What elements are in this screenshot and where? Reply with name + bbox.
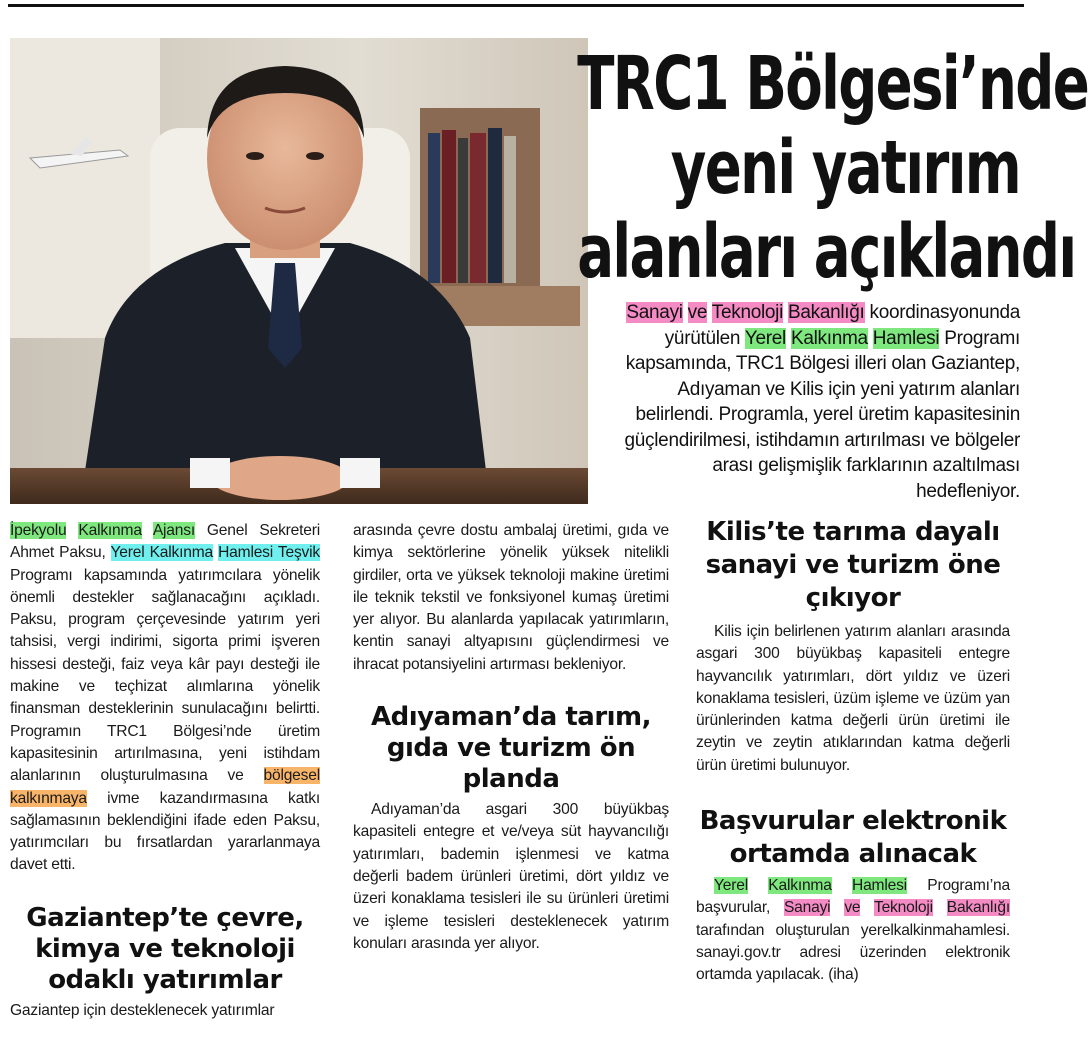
highlight-word: Kalkınma	[78, 522, 142, 539]
headline-line-2: yeni yatırım	[670, 125, 1020, 211]
highlight-word: Yerel	[714, 877, 748, 895]
lead-text: Programı kapsamında, TRC1 Bölgesi illeri olan Gaziantep, Adıyaman ve Kilis için yeni yatırım alanları belirlendi. Programla, yerel üretim kapasitesinin güçlendirilmesi, istihdamın artırılması ve bölgeler arası gelişmişlik farklarının azaltılması hedefleniyor.	[624, 327, 1020, 502]
column-2-body-2: Adıyaman’da asgari 300 büyükbaş kapasiteli entegre et ve/veya süt hayvancılığı yatırımları, bademin işlenmesi ve katma değerli badem ürünleri üretimi, dört yıldız ve üzeri konaklama tesisleri ile su ürünleri üretimi ve işleme tesisleri desteklenecek yatırım konuları arasında yer alıyor.	[353, 801, 669, 952]
highlight-word: Bakanlığı	[788, 302, 865, 323]
lead-paragraph	[612, 300, 1020, 504]
headline-line-3: alanları açıklandı	[577, 209, 1076, 295]
highlight-word: kalkınmaya	[10, 789, 87, 807]
body-text: Programı’na başvurular,	[696, 877, 1010, 917]
column-1-body	[10, 520, 320, 877]
highlight-word: Sanayi	[783, 899, 831, 917]
highlight-word: Yerel	[744, 327, 786, 349]
highlight-word: Hamlesi	[872, 327, 940, 349]
subheading-basvurular: Başvurular elektronik ortamda alınacak	[699, 806, 1007, 870]
highlight-word: ve	[844, 899, 861, 917]
column-3-body: Kilis için belirlenen yatırım alanları arasında asgari 300 büyükbaş kapasiteli entegre hayvancılık yatırımları, dört yıldız ve üzeri konaklama tesisleri, üzüm işleme ve üzüm yan ürünlerinden katma değerli ürün üretimi ile zeytin ve zeytin atıklarından katma değerli ürün üretimi bulunuyor.	[696, 623, 1010, 774]
highlight-word: Bakanlığı	[946, 899, 1010, 917]
lead-text: koordinasyonunda yürütülen	[664, 302, 1020, 349]
highlight-word: Sanayi	[626, 302, 683, 323]
column-3	[696, 516, 1010, 987]
highlight-word: Ajansı	[152, 522, 195, 539]
body-text: Genel Sekreteri Ahmet Paksu,	[10, 522, 320, 562]
column-2	[353, 520, 669, 955]
subheading-gaziantep: Gaziantep’te çevre, kimya ve teknoloji odaklı yatırımlar	[26, 902, 304, 995]
highlight-word: Teknoloji	[711, 302, 784, 323]
top-rule	[8, 4, 1024, 7]
article-photo	[10, 38, 588, 504]
body-text: tarafından oluşturulan yerelkalkinmahamlesi. sanayi.gov.tr adresi üzerinden elektronik ortamda yapılacak. (iha)	[696, 921, 1010, 984]
highlight-word: Yerel Kalkınma	[110, 544, 213, 562]
body-text: ivme kazandırmasına katkı sağlamasının beklendiğini ifade eden Paksu, yatırımcıları bu fırsatlardan yararlanmaya davet etti.	[10, 789, 320, 874]
highlight-word: Kalkınma	[790, 327, 868, 349]
subheading-adiyaman: Adıyaman’da tarım, gıda ve turizm ön planda	[370, 702, 652, 795]
headline-line-1: TRC1 Bölgesi’nde	[577, 41, 1088, 127]
body-text: Programı kapsamında yatırımcılara yönelik önemli destekler sağlanacağını açıkladı. Paksu, program çerçevesinde yatırım yeri tahsisi, vergi indirimi, sigorta primi işveren hissesi desteği, faiz veya kâr payı desteği ile makine ve teçhizat alımlarına yönelik finansman desteklerinin sunulacağını belirtti. Programın TRC1 Bölgesi’nde üretim kapasitesinin artırılmasına, yeni istihdam alanlarının oluşturulmasına ve	[10, 566, 320, 785]
column-1-tail: Gaziantep için desteklenecek yatırımlar	[10, 1001, 275, 1019]
column-1	[10, 520, 320, 1022]
highlight-word: Teknoloji	[873, 899, 933, 917]
highlight-word: Kalkınma	[768, 877, 832, 895]
highlight-word: Hamlesi	[852, 877, 907, 895]
highlight-word: İpekyolu	[10, 522, 67, 539]
highlight-word: bölgesel	[263, 767, 320, 785]
headline	[577, 41, 1088, 295]
highlight-word: ve	[687, 302, 708, 323]
subheading-kilis: Kilis’te tarıma dayalı sanayi ve turizm öne çıkıyor	[705, 517, 1001, 613]
portrait-image	[10, 38, 588, 504]
highlight-word: Hamlesi Teşvik	[218, 544, 321, 562]
column-2-body: arasında çevre dostu ambalaj üretimi, gıda ve kimya sektörlerine yönelik yüksek nitelikli girdiler, orta ve yüksek teknoloji makine üretimi ile teknik tekstil ve fonksiyonel kumaş üretimi yer alıyor. Bu alanlarda yapılacak yatırımların, kentin sanayi altyapısını güçlendirmesi ve ihracat potansiyelini artırması bekleniyor.	[353, 522, 669, 673]
column-3-body-2	[696, 875, 1010, 986]
